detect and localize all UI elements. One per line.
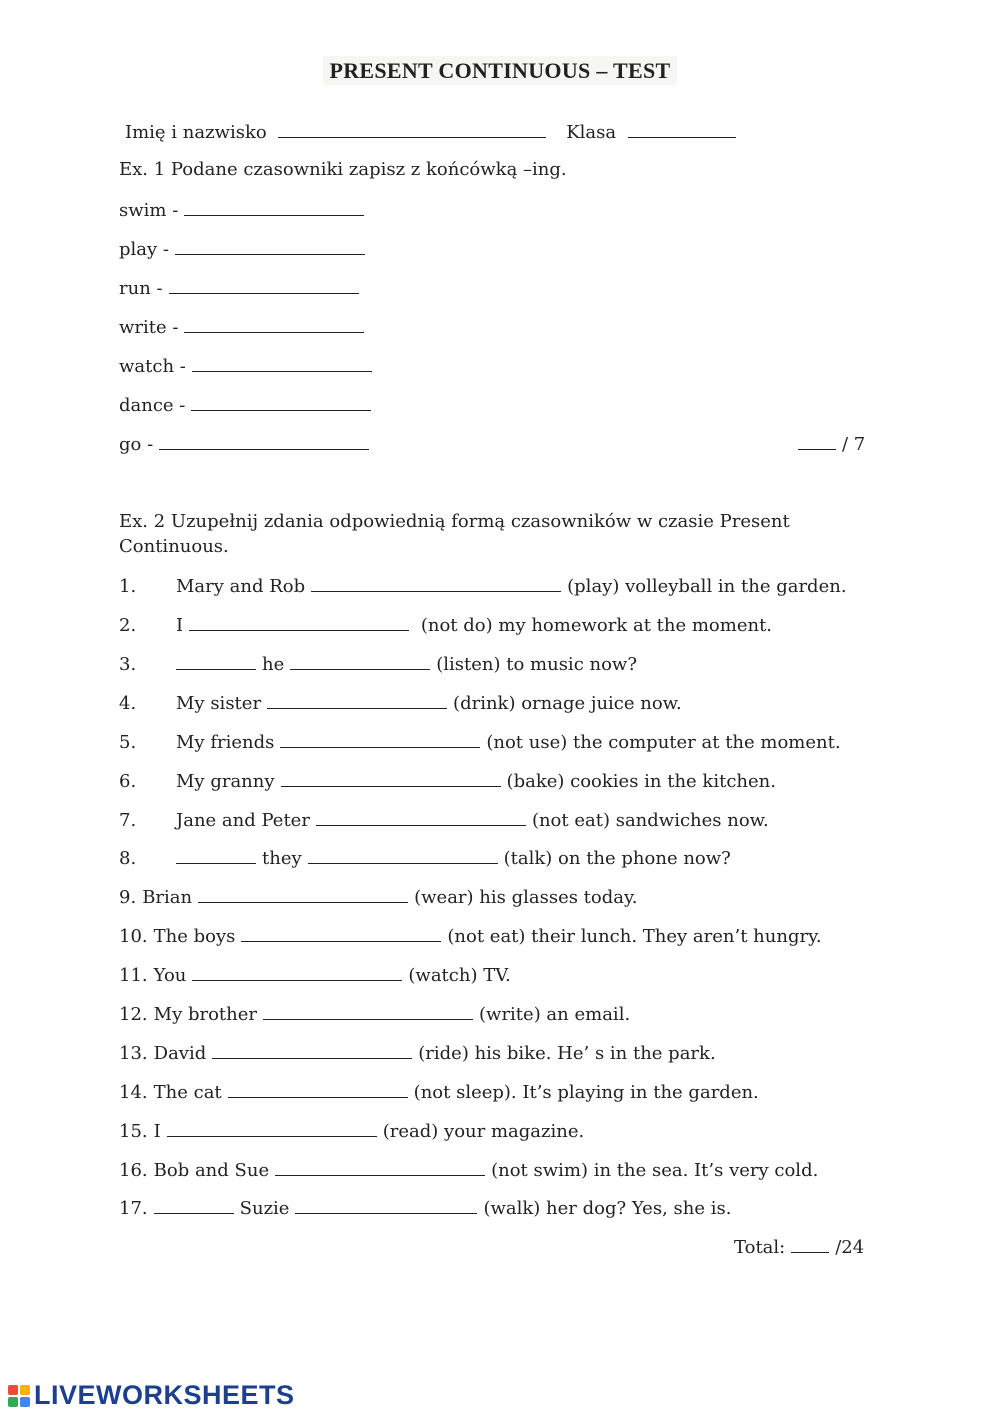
- ex2-item: 9. Brian (wear) his glasses today.: [119, 884, 638, 910]
- answer-blank[interactable]: [275, 1157, 485, 1176]
- ex2-instruction: Ex. 2 Uzupełnij zdania odpowiednią formą czasowników w czasie Present Continuous.: [119, 511, 790, 557]
- answer-blank[interactable]: [175, 236, 365, 255]
- ex1-item: go -: [119, 431, 375, 457]
- answer-blank[interactable]: [290, 651, 430, 670]
- answer-blank[interactable]: [198, 884, 408, 903]
- ex2-item: 16. Bob and Sue (not swim) in the sea. It’s very cold.: [119, 1157, 818, 1183]
- answer-blank[interactable]: [192, 962, 402, 981]
- answer-blank[interactable]: [316, 807, 526, 826]
- ex2-item: 2. I (not do) my homework at the moment.: [119, 612, 772, 638]
- answer-blank[interactable]: [241, 923, 441, 942]
- answer-blank[interactable]: [159, 431, 369, 450]
- ex2-item: 11. You (watch) TV.: [119, 962, 511, 988]
- answer-blank[interactable]: [184, 197, 364, 216]
- ex1-item: play -: [119, 236, 371, 262]
- answer-blank[interactable]: [281, 768, 501, 787]
- ex1-item: dance -: [119, 392, 377, 418]
- answer-blank[interactable]: [311, 573, 561, 592]
- answer-blank[interactable]: [184, 314, 364, 333]
- ex2-item: 7. Jane and Peter (not eat) sandwiches now.: [119, 807, 769, 833]
- ex2-item: 5. My friends (not use) the computer at the moment.: [119, 729, 841, 755]
- name-label: Imię i nazwisko: [125, 122, 267, 143]
- answer-blank[interactable]: [189, 612, 409, 631]
- answer-blank[interactable]: [295, 1195, 477, 1214]
- ex2-item: 10. The boys (not eat) their lunch. They aren’t hungry.: [119, 923, 822, 949]
- ex1-instruction: Ex. 1 Podane czasowniki zapisz z końcówką –ing.: [119, 159, 567, 180]
- answer-blank[interactable]: [176, 845, 256, 864]
- total-score: Total: /24: [734, 1234, 864, 1260]
- answer-blank[interactable]: [154, 1195, 234, 1214]
- ex2-item: 1. Mary and Rob (play) volleyball in the garden.: [119, 573, 847, 599]
- answer-blank[interactable]: [263, 1001, 473, 1020]
- answer-blank[interactable]: [192, 353, 372, 372]
- answer-blank[interactable]: [212, 1040, 412, 1059]
- answer-blank[interactable]: [308, 845, 498, 864]
- class-label: Klasa: [566, 122, 617, 143]
- answer-blank[interactable]: [169, 275, 359, 294]
- ex1-item: write -: [119, 314, 370, 340]
- liveworksheets-logo[interactable]: [8, 1380, 295, 1411]
- answer-blank[interactable]: [176, 651, 256, 670]
- ex2-item: 13. David (ride) his bike. He’ s in the park.: [119, 1040, 716, 1066]
- total-blank[interactable]: [791, 1234, 829, 1253]
- answer-blank[interactable]: [167, 1118, 377, 1137]
- answer-blank[interactable]: [267, 690, 447, 709]
- ex2-item: 6. My granny (bake) cookies in the kitchen.: [119, 768, 776, 794]
- ex2-item: 15. I (read) your magazine.: [119, 1118, 584, 1144]
- answer-blank[interactable]: [191, 392, 371, 411]
- ex2-item: 3. he (listen) to music now?: [119, 651, 637, 677]
- ex1-score: / 7: [798, 431, 865, 457]
- ex2-item: 17. Suzie (walk) her dog? Yes, she is.: [119, 1195, 731, 1221]
- answer-blank[interactable]: [228, 1079, 408, 1098]
- name-blank[interactable]: [278, 119, 546, 138]
- logo-icon: [8, 1385, 30, 1407]
- ex2-item: 4. My sister (drink) ornage juice now.: [119, 690, 682, 716]
- ex1-item: watch -: [119, 353, 378, 379]
- ex1-item: run -: [119, 275, 365, 301]
- brand-text: LIVEWORKSHEETS: [34, 1380, 295, 1410]
- ex2-item: 14. The cat (not sleep). It’s playing in the garden.: [119, 1079, 759, 1105]
- ex2-item: 8. they (talk) on the phone now?: [119, 845, 731, 871]
- page-title: PRESENT CONTINUOUS – TEST: [0, 58, 1000, 84]
- header-row: [125, 119, 742, 145]
- score-blank[interactable]: [798, 431, 836, 450]
- class-blank[interactable]: [628, 119, 736, 138]
- ex2-item: 12. My brother (write) an email.: [119, 1001, 630, 1027]
- answer-blank[interactable]: [280, 729, 480, 748]
- ex1-item: swim -: [119, 197, 370, 223]
